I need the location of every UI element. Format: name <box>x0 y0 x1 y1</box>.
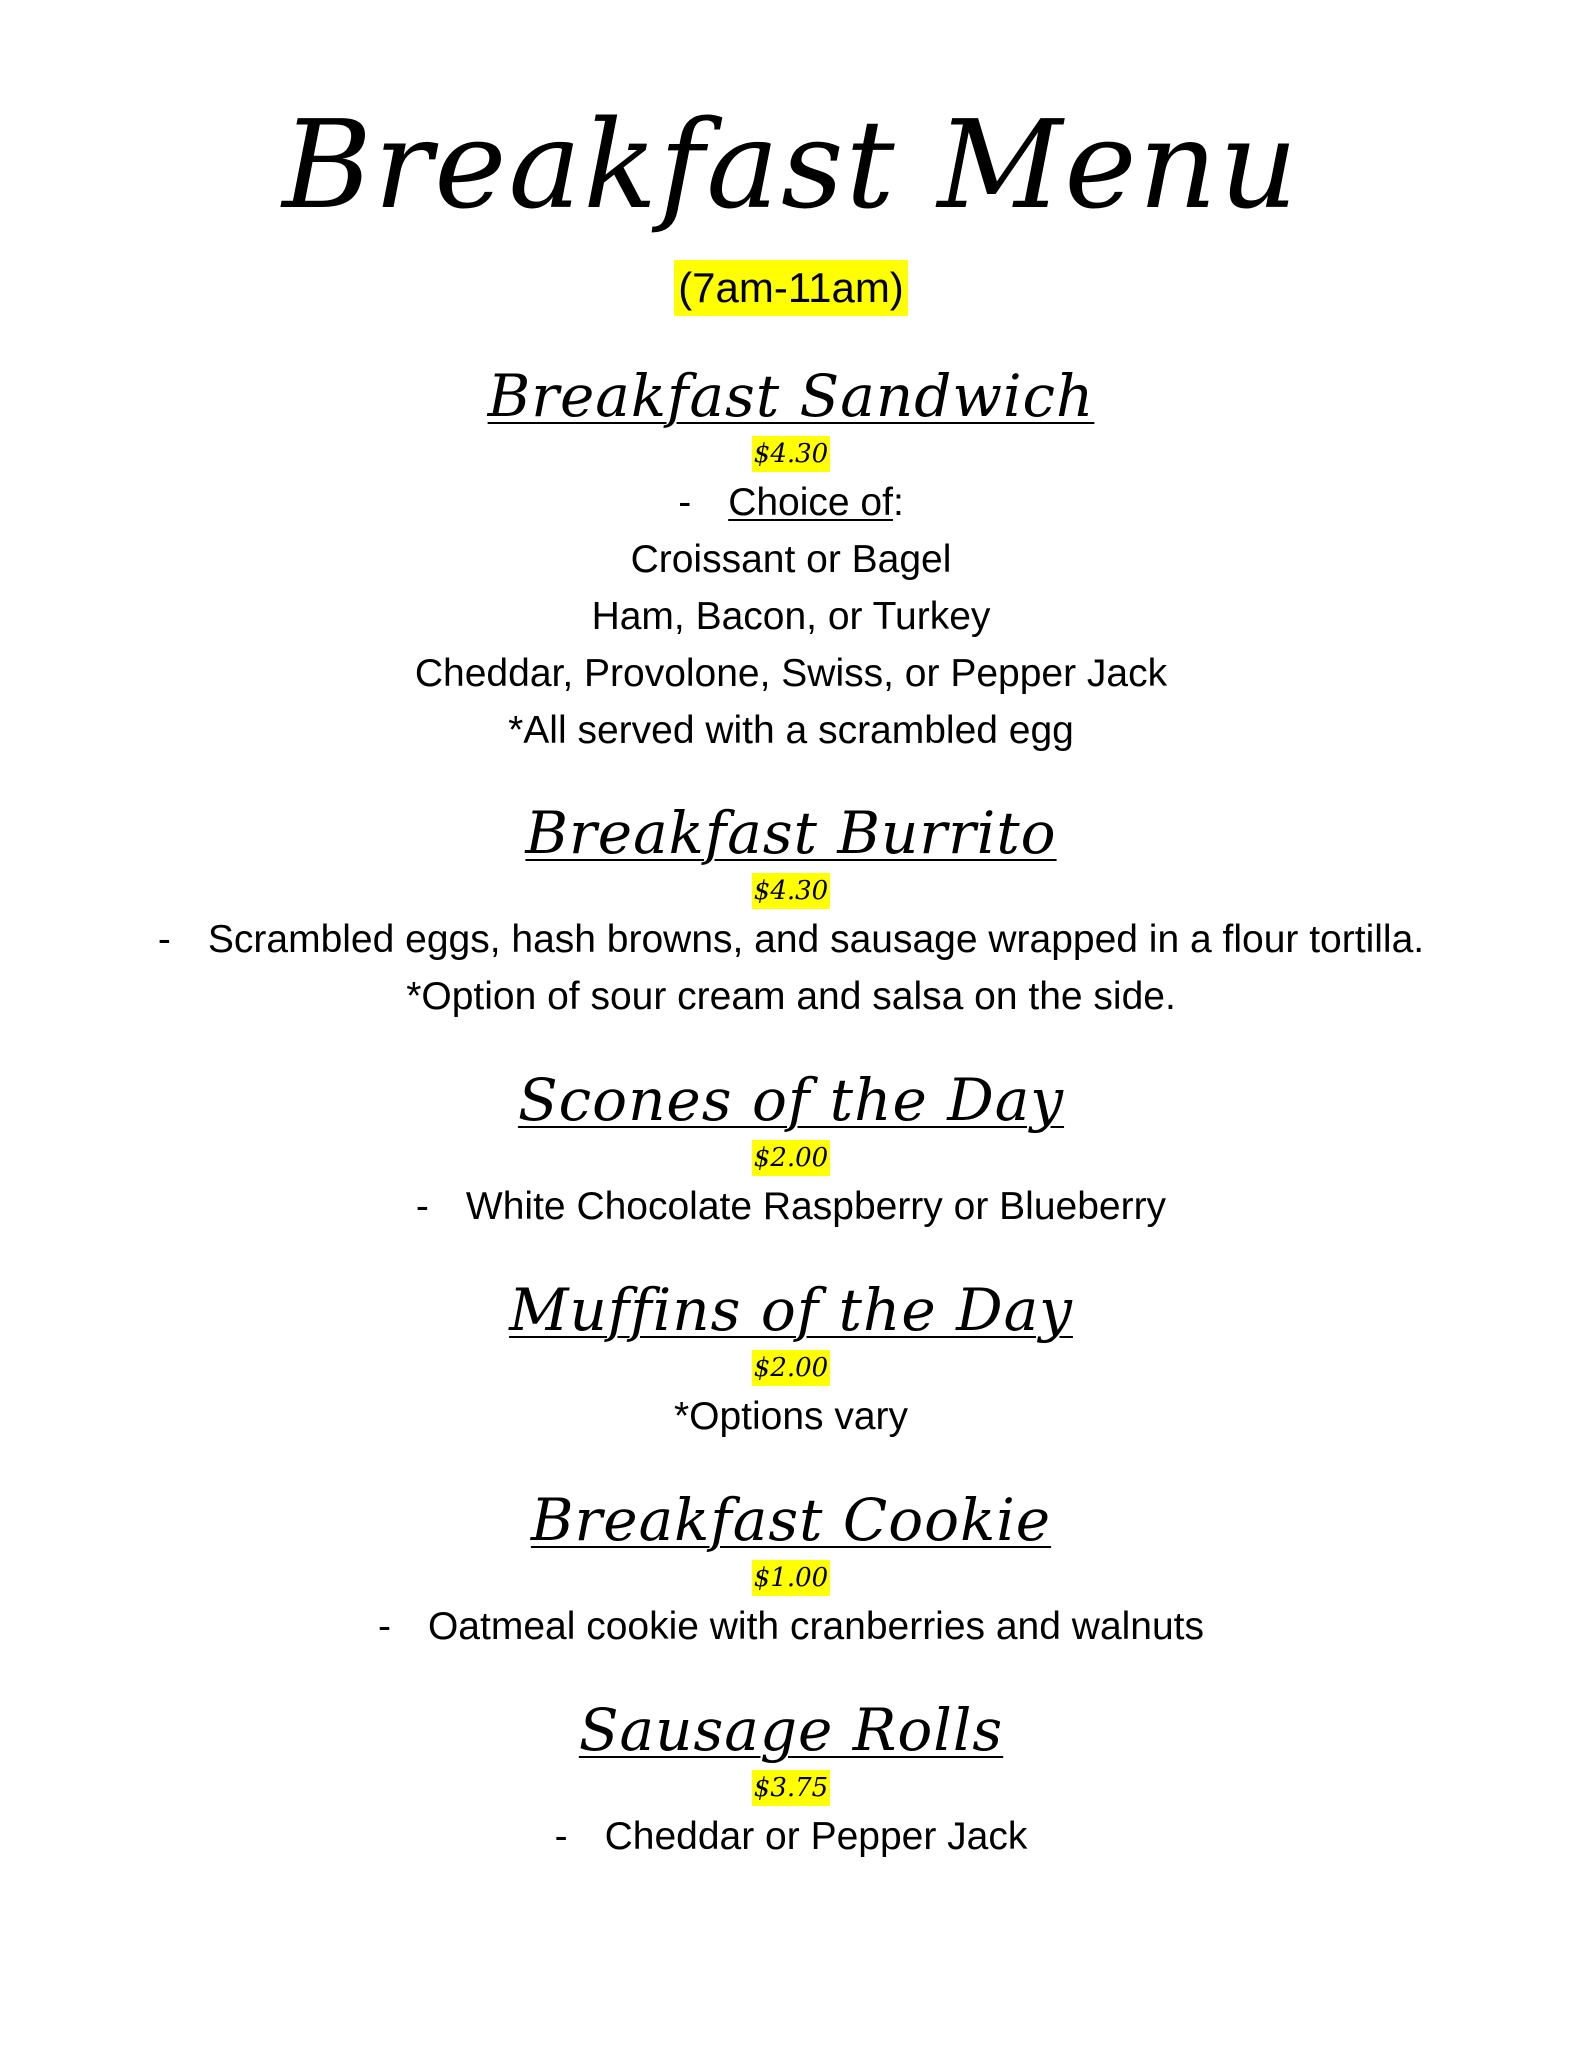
description-line <box>0 1178 1582 1235</box>
section-heading: Breakfast Cookie <box>530 1486 1052 1554</box>
note-line: *All served with a scrambled egg <box>508 709 1074 752</box>
section-heading: Scones of the Day <box>517 1066 1065 1134</box>
hours-row <box>0 260 1582 316</box>
choice-line <box>0 474 1582 531</box>
choice-colon: : <box>892 481 904 524</box>
description-text: Cheddar or Pepper Jack <box>604 1815 1028 1858</box>
menu-title: Breakfast Menu <box>282 94 1300 236</box>
choice-label: Choice of <box>728 481 893 524</box>
description-line <box>0 1808 1582 1865</box>
note-line: *Option of sour cream and salsa on the side. <box>406 975 1176 1018</box>
option-line: Cheddar, Provolone, Swiss, or Pepper Jack <box>414 652 1168 695</box>
section-heading: Breakfast Burrito <box>525 799 1057 867</box>
hours-badge: (7am-11am) <box>674 260 908 316</box>
price-tag: $2.00 <box>752 1350 830 1386</box>
description-line <box>0 911 1582 968</box>
section-heading: Breakfast Sandwich <box>487 362 1095 430</box>
bullet-dash: - <box>554 1815 568 1858</box>
price-tag: $3.75 <box>752 1770 830 1806</box>
section-muffins <box>0 1274 1582 1445</box>
price-tag: $4.30 <box>752 436 830 472</box>
description-text: Scrambled eggs, hash browns, and sausage wrapped in a flour tortilla. <box>207 918 1425 961</box>
price-tag: $1.00 <box>752 1560 830 1596</box>
option-line: Croissant or Bagel <box>630 538 952 581</box>
description-text: White Chocolate Raspberry or Blueberry <box>465 1185 1167 1228</box>
bullet-dash: - <box>377 1605 391 1648</box>
price-tag: $4.30 <box>752 873 830 909</box>
section-heading: Muffins of the Day <box>509 1276 1073 1344</box>
section-sausage-rolls <box>0 1694 1582 1865</box>
option-line: Ham, Bacon, or Turkey <box>591 595 991 638</box>
price-tag: $2.00 <box>752 1140 830 1176</box>
bullet-dash: - <box>415 1185 429 1228</box>
bullet-dash: - <box>157 918 171 961</box>
section-breakfast-burrito <box>0 797 1582 1025</box>
description-text: Oatmeal cookie with cranberries and walnuts <box>427 1605 1205 1648</box>
bullet-dash: - <box>678 481 692 524</box>
section-breakfast-cookie <box>0 1484 1582 1655</box>
section-scones <box>0 1064 1582 1235</box>
description-line <box>0 1598 1582 1655</box>
section-breakfast-sandwich <box>0 360 1582 759</box>
section-heading: Sausage Rolls <box>578 1696 1004 1764</box>
note-line: *Options vary <box>673 1395 909 1438</box>
